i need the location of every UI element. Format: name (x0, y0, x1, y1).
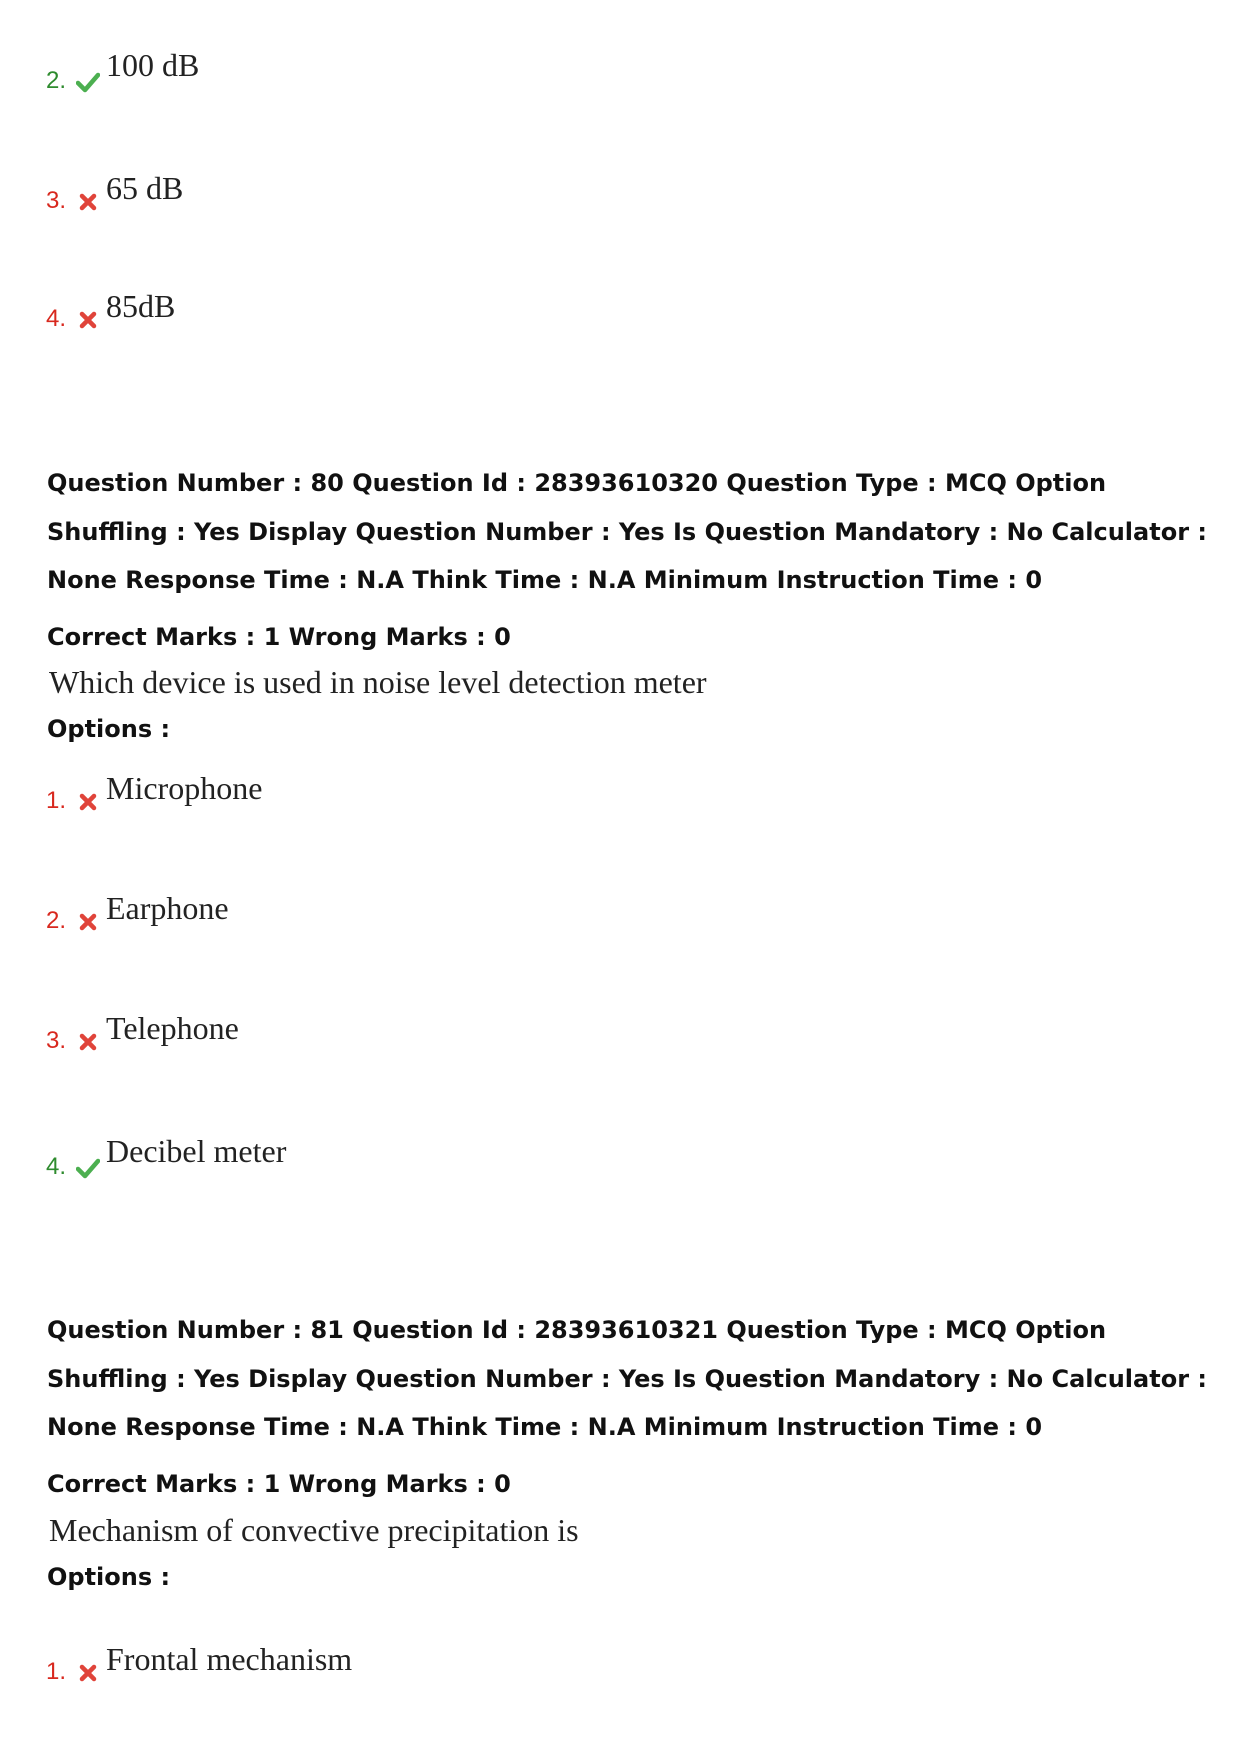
check-icon (76, 1156, 100, 1180)
option-text: Frontal mechanism (106, 1641, 353, 1677)
cross-icon (76, 190, 100, 214)
cross-icon (76, 308, 100, 332)
check-icon (76, 70, 100, 94)
option-text: 100 dB (106, 47, 200, 83)
option-number: 1. (46, 787, 67, 814)
option-text: Earphone (106, 890, 229, 926)
question-marks: Correct Marks : 1 Wrong Marks : 0 (47, 1470, 511, 1498)
option-number: 4. (46, 305, 67, 332)
option-text: Decibel meter (106, 1133, 287, 1169)
option-text: 85dB (106, 288, 176, 324)
option-number: 4. (46, 1153, 67, 1180)
options-label: Options : (47, 715, 171, 743)
option-number: 2. (46, 907, 67, 934)
cross-icon (76, 1030, 100, 1054)
question-marks: Correct Marks : 1 Wrong Marks : 0 (47, 623, 511, 651)
option-text: Microphone (106, 770, 263, 806)
option-number: 3. (46, 187, 67, 214)
question-text: Mechanism of convective precipitation is (49, 1512, 579, 1548)
cross-icon (76, 1661, 100, 1685)
cross-icon (76, 790, 100, 814)
option-text: 65 dB (106, 170, 184, 206)
question-meta: Question Number : 80 Question Id : 28393610320 Question Type : MCQ Option Shuffling : Yes Display Question Number : Yes Is Question Mandatory : No Calculator : None Response Time : N.A Think Time : N.A Minimum Instruction Time : 0 (47, 469, 1207, 594)
question-text: Which device is used in noise level detection meter (49, 664, 707, 700)
option-number: 1. (46, 1658, 67, 1685)
option-number: 3. (46, 1027, 67, 1054)
options-label: Options : (47, 1563, 171, 1591)
cross-icon (76, 910, 100, 934)
option-text: Telephone (106, 1010, 239, 1046)
option-number: 2. (46, 67, 67, 94)
question-meta: Question Number : 81 Question Id : 28393610321 Question Type : MCQ Option Shuffling : Yes Display Question Number : Yes Is Question Mandatory : No Calculator : None Response Time : N.A Think Time : N.A Minimum Instruction Time : 0 (47, 1316, 1207, 1441)
